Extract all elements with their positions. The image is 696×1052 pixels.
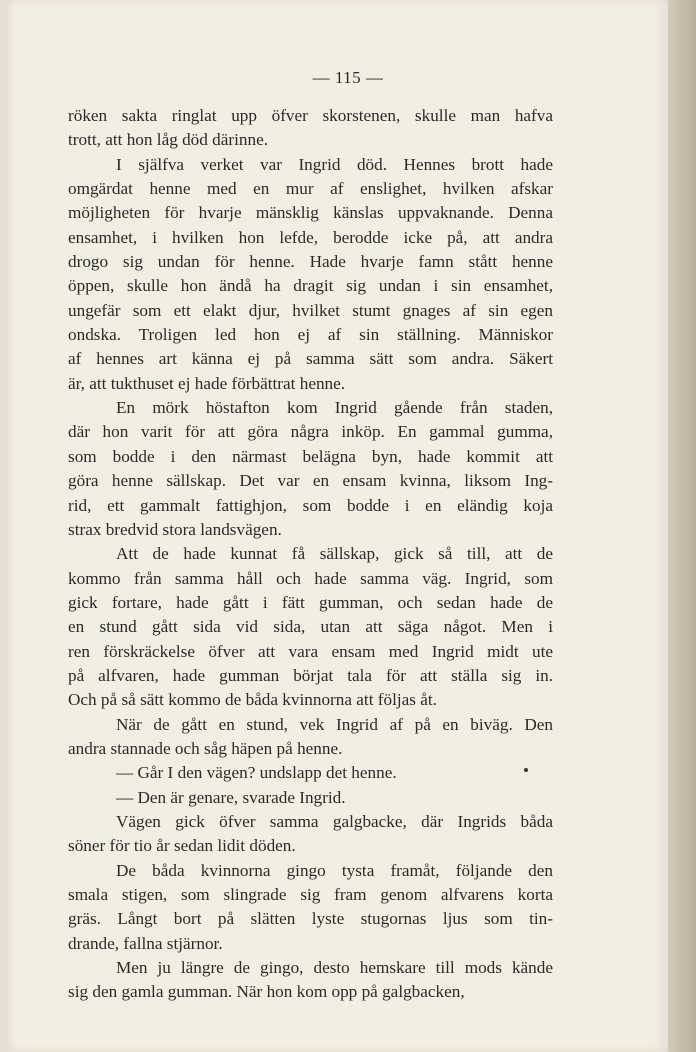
text-line: där hon varit för att göra några inköp. En gammal gumma, — [68, 422, 553, 442]
text-line: Vägen gick öfver samma galgbacke, där Ingrids båda — [116, 811, 553, 831]
text-line: smala stigen, som slingrade sig fram genom alfvarens korta — [68, 885, 553, 904]
text-line: ondska. Troligen led hon ej af sin ställning. Människor — [68, 325, 553, 345]
text-line: ungefär som ett elakt djur, hvilket stumt gnages af sin egen — [68, 300, 553, 320]
paragraph — [68, 810, 553, 859]
text-line: — Den är genare, svarade Ingrid. — [116, 787, 346, 807]
text-line: ensamhet, i hvilken hon lefde, berodde icke på, att andra — [68, 227, 553, 247]
text-line: gräs. Långt bort på slätten lyste stugornas ljus som tin- — [68, 909, 553, 929]
paragraph — [68, 542, 553, 712]
text-line: göra henne sällskap. Det var en ensam kvinna, liksom Ing- — [68, 471, 553, 491]
page-number: — 115 — — [312, 68, 384, 87]
text-line: andra stannade och såg häpen på henne. — [68, 738, 343, 758]
text-line: ren förskräckelse öfver att vara ensam med Ingrid midt ute — [68, 641, 553, 661]
paragraph — [68, 104, 553, 153]
text-line: En mörk höstafton kom Ingrid gående från staden, — [116, 398, 553, 418]
ink-speck — [524, 768, 528, 772]
text-line: på alfvaren, hade gumman börjat tala för att ställa sig in. — [68, 665, 553, 685]
text-line: De båda kvinnorna gingo tysta framåt, följande den — [116, 860, 553, 880]
text-line: När de gått en stund, vek Ingrid af på en biväg. Den — [116, 714, 553, 734]
paragraph — [68, 956, 553, 1005]
text-line: kommo från samma håll och hade samma väg. Ingrid, som — [68, 568, 553, 588]
text-line: Men ju längre de gingo, desto hemskare till mods kände — [116, 958, 553, 978]
text-line: drande, fallna stjärnor. — [68, 933, 223, 953]
paragraph — [68, 153, 553, 396]
text-line: öppen, skulle hon ändå ha dragit sig undan i sin ensamhet, — [68, 276, 553, 296]
text-line: som bodde i den närmast belägna byn, hade kommit att — [68, 446, 553, 466]
text-line: röken sakta ringlat upp öfver skorstenen, skulle man hafva — [68, 106, 553, 125]
text-line: strax bredvid stora landsvägen. — [68, 519, 282, 539]
page-edge — [668, 0, 696, 1052]
text-line: af hennes art känna ej på samma sätt som andra. Säkert — [68, 349, 553, 369]
text-line: omgärdat henne med en mur af enslighet, hvilken afskar — [68, 179, 553, 199]
body-text — [68, 104, 553, 1005]
paragraph — [68, 761, 553, 785]
text-line: I själfva verket var Ingrid död. Hennes brott hade — [116, 154, 553, 174]
text-line: möjligheten för hvarje mänsklig känslas uppvaknande. Denna — [68, 203, 553, 223]
text-line: rid, ett gammalt fattighjon, som bodde i en eländig koja — [68, 495, 553, 515]
text-line: — Går I den vägen? undslapp det henne. — [116, 763, 397, 783]
text-line: Och på så sätt kommo de båda kvinnorna att följas åt. — [68, 690, 437, 710]
paragraph — [68, 859, 553, 956]
text-line: en stund gått sida vid sida, utan att säga något. Men i — [68, 617, 553, 637]
text-line: trott, att hon låg död därinne. — [68, 130, 268, 150]
text-line: söner för tio år sedan lidit döden. — [68, 836, 296, 856]
text-line: Att de hade kunnat få sällskap, gick så till, att de — [116, 544, 553, 564]
text-line: gick fortare, hade gått i fätt gumman, och sedan hade de — [68, 592, 553, 612]
paragraph — [68, 713, 553, 762]
text-line: sig den gamla gumman. När hon kom opp på galgbacken, — [68, 982, 465, 1002]
paragraph — [68, 396, 553, 542]
text-line: drogo sig undan för henne. Hade hvarje famn stått henne — [68, 252, 553, 272]
paragraph — [68, 786, 553, 810]
text-line: är, att tukthuset ej hade förbättrat henne. — [68, 373, 346, 393]
